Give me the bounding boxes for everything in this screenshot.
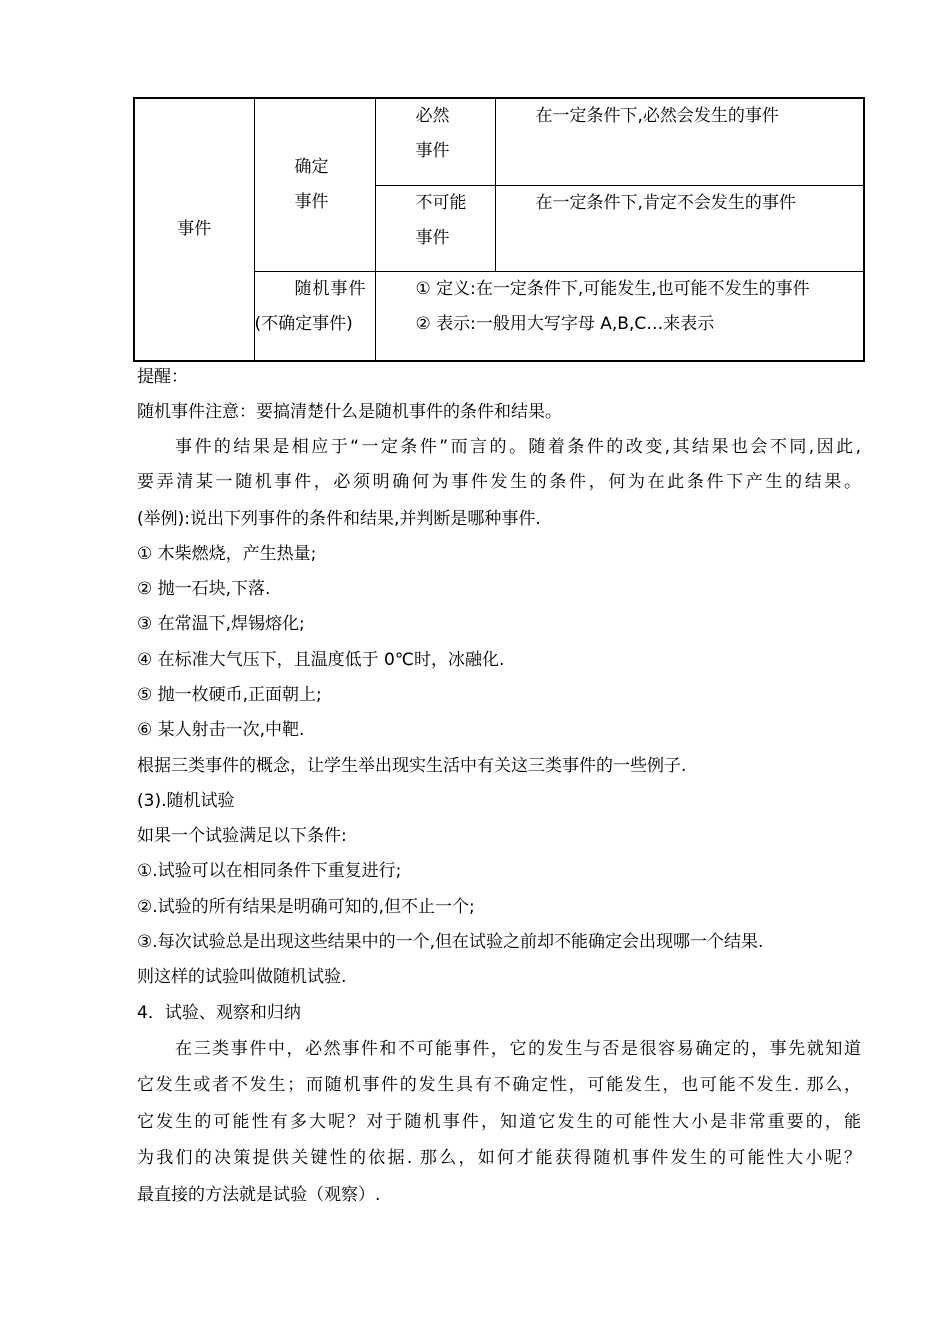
- cell-impossible-desc: [495, 185, 864, 271]
- cell-random-desc: [375, 271, 864, 361]
- certain-line-2: 事件: [415, 141, 450, 161]
- text-line: (3).随机试验: [137, 791, 235, 811]
- text-line: ① 木柴燃烧，产生热量;: [137, 544, 317, 564]
- deterministic-line-2: 事件: [294, 191, 329, 212]
- event-label: 事件: [177, 219, 212, 239]
- deterministic-line-1: 确定: [294, 156, 329, 177]
- text-line: 如果一个试验满足以下条件:: [137, 826, 347, 846]
- text-line: 它发生或者不发生；而随机事件的发生具有不确定性，可能发生，也可能不发生. 那么，: [137, 1075, 861, 1095]
- cell-impossible-label: [375, 185, 495, 271]
- text-line: 在三类事件中，必然事件和不可能事件，它的发生与否是很容易确定的，事先就知道: [175, 1039, 861, 1059]
- random-label-line-2: (不确定事件): [254, 313, 353, 334]
- text-line: 为我们的决策提供关键性的依据. 那么，如何才能获得随机事件发生的可能性大小呢？: [137, 1148, 861, 1168]
- text-line: ② 抛一石块,下落.: [137, 579, 271, 599]
- text-line: 事件的结果是相应于“一定条件”而言的。随着条件的改变,其结果也会不同,因此,: [175, 437, 861, 457]
- random-representation: ② 表示:一般用大写字母 A,B,C…来表示: [415, 313, 715, 334]
- text-line: 它发生的可能性有多大呢？对于随机事件，知道它发生的可能性大小是非常重要的，能: [137, 1112, 861, 1132]
- cell-certain-desc: [495, 98, 864, 185]
- text-line: ④ 在标准大气压下，且温度低于 0℃时，冰融化.: [137, 650, 505, 670]
- cell-random-label: [254, 271, 375, 361]
- event-classification-table: [133, 97, 865, 362]
- certain-desc: 在一定条件下,必然会发生的事件: [535, 106, 779, 126]
- cell-deterministic: [254, 98, 375, 271]
- impossible-line-2: 事件: [415, 227, 450, 248]
- text-line: 要弄清某一随机事件，必须明确何为事件发生的条件，何为在此条件下产生的结果。: [137, 472, 861, 492]
- text-line: 根据三类事件的概念，让学生举出现实生活中有关这三类事件的一些例子.: [137, 756, 687, 776]
- text-line: ③ 在常温下,焊锡熔化;: [137, 614, 305, 634]
- impossible-line-1: 不可能: [415, 192, 467, 213]
- text-line: 则这样的试验叫做随机试验.: [137, 967, 347, 987]
- cell-certain-label: [375, 98, 495, 185]
- text-line: ②.试验的所有结果是明确可知的,但不止一个;: [137, 897, 475, 917]
- text-line: 随机事件注意：要搞清楚什么是随机事件的条件和结果。: [137, 402, 562, 422]
- impossible-desc: 在一定条件下,肯定不会发生的事件: [535, 192, 796, 213]
- random-label-line-1: 随机事件: [294, 278, 367, 299]
- text-line: 提醒：: [137, 367, 188, 387]
- certain-line-1: 必然: [415, 106, 450, 126]
- text-line: (举例):说出下列事件的条件和结果,并判断是哪种事件.: [137, 509, 541, 529]
- text-line: ⑥ 某人射击一次,中靶.: [137, 720, 305, 740]
- cell-event: [134, 98, 254, 361]
- text-line: 最直接的方法就是试验（观察）.: [137, 1185, 381, 1205]
- random-definition: ① 定义:在一定条件下,可能发生,也可能不发生的事件: [415, 278, 810, 299]
- text-line: ①.试验可以在相同条件下重复进行;: [137, 861, 402, 881]
- text-line: ③.每次试验总是出现这些结果中的一个,但在试验之前却不能确定会出现哪一个结果.: [137, 932, 764, 952]
- text-line: 4．试验、观察和归纳: [137, 1003, 301, 1023]
- text-line: ⑤ 抛一枚硬币,正面朝上;: [137, 685, 322, 705]
